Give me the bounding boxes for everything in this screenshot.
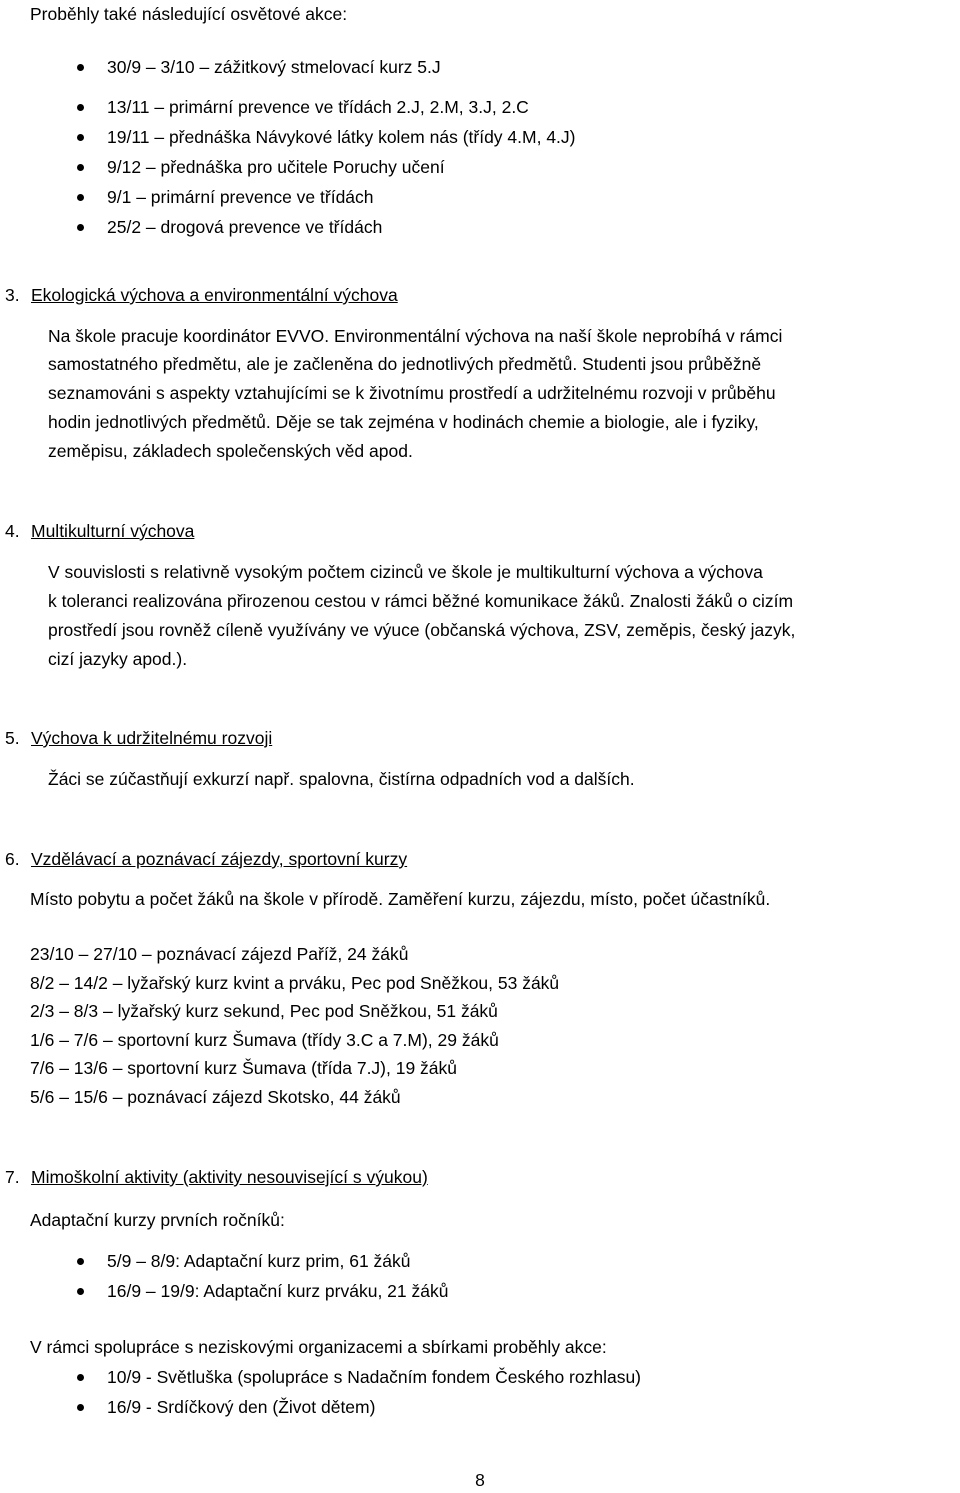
list-item: 10/9 - Světluška (spolupráce s Nadačním fondem Českého rozhlasu): [107, 1366, 641, 1396]
section-3-line: hodin jednotlivých předmětů. Děje se tak zejména v hodinách chemie a biologie, ale i fyziky,: [48, 412, 759, 432]
section-5-text: Žáci se zúčastňují exkurzí např. spalovna, čistírna odpadních vod a dalších.: [48, 769, 635, 789]
list-item: 13/11 – primární prevence ve třídách 2.J, 2.M, 3.J, 2.C: [107, 96, 576, 126]
list-item: 8/2 – 14/2 – lyžařský kurz kvint a prváku, Pec pod Sněžkou, 53 žáků: [30, 972, 560, 993]
bullet-icon: [77, 134, 84, 141]
section-4-line: prostředí jsou rovněž cíleně využívány ve výuce (občanská výchova, ZSV, zeměpis, český jazyk,: [48, 620, 796, 640]
list-item: 5/9 – 8/9: Adaptační kurz prim, 61 žáků: [107, 1250, 448, 1280]
list-item: 19/11 – přednáška Návykové látky kolem nás (třídy 4.M, 4.J): [107, 126, 576, 156]
bullet-icon: [77, 164, 84, 171]
list-item: 5/6 – 15/6 – poznávací zájezd Skotsko, 44 žáků: [30, 1086, 401, 1107]
section-3-line: samostatného předmětu, ale je začleněna do jednotlivých předmětů. Studenti jsou průběžně: [48, 354, 762, 374]
list-item: 7/6 – 13/6 – sportovní kurz Šumava (třída 7.J), 19 žáků: [30, 1058, 458, 1078]
list-item: 1/6 – 7/6 – sportovní kurz Šumava (třídy 3.C a 7.M), 29 žáků: [30, 1029, 499, 1050]
bullet-icon: [77, 224, 84, 231]
bullet-icon: [77, 64, 84, 71]
list-item: 9/1 – primární prevence ve třídách: [107, 186, 576, 216]
section-4-title: Multikulturní výchova: [31, 521, 195, 541]
bullet-icon: [77, 1404, 84, 1411]
list-item: 25/2 – drogová prevence ve třídách: [107, 216, 576, 246]
section-6-text: Místo pobytu a počet žáků na škole v přírodě. Zaměření kurzu, zájezdu, místo, počet účastníků.: [30, 889, 771, 909]
section-4-line: k toleranci realizována přirozenou cestou v rámci běžné komunikace žáků. Znalosti žáků o cizím: [48, 591, 794, 611]
list-item: 2/3 – 8/3 – lyžařský kurz sekund, Pec pod Sněžkou, 51 žáků: [30, 1001, 498, 1021]
adapt-list: [107, 1250, 448, 1310]
section-5-title: Výchova k udržitelnému rozvoji: [31, 728, 273, 748]
list-item: 16/9 – 19/9: Adaptační kurz prváku, 21 žáků: [107, 1280, 448, 1310]
events-list: [107, 56, 576, 246]
bullet-icon: [77, 194, 84, 201]
section-4-line: cizí jazyky apod.).: [48, 649, 188, 669]
adapt-intro: Adaptační kurzy prvních ročníků:: [30, 1210, 285, 1230]
section-7-title: Mimoškolní aktivity (aktivity nesouvisející s výukou): [31, 1167, 428, 1187]
list-item: 9/12 – přednáška pro učitele Poruchy učení: [107, 156, 576, 186]
section-7-heading: 7. Mimoškolní aktivity (aktivity nesouvisející s výukou): [5, 1167, 428, 1187]
list-item: 30/9 – 3/10 – zážitkový stmelovací kurz 5.J: [107, 56, 576, 96]
list-item: 16/9 - Srdíčkový den (Život dětem): [107, 1396, 641, 1426]
section-4-line: V souvislosti s relativně vysokým počtem cizinců ve škole je multikulturní výchova a výchova: [48, 562, 763, 582]
page-number: 8: [475, 1470, 485, 1490]
section-6-heading: 6. Vzdělávací a poznávací zájezdy, sportovní kurzy: [5, 849, 408, 869]
bullet-icon: [77, 104, 84, 111]
section-6-title: Vzdělávací a poznávací zájezdy, sportovní kurzy: [31, 849, 408, 869]
section-4-heading: 4. Multikulturní výchova: [5, 521, 195, 541]
trips-list: [30, 943, 559, 1114]
section-3-line: zeměpisu, základech společenských věd apod.: [48, 441, 413, 461]
section-5-heading: 5. Výchova k udržitelnému rozvoji: [5, 728, 273, 748]
bullet-icon: [77, 1258, 84, 1265]
bullet-icon: [77, 1374, 84, 1381]
section-3-heading: 3. Ekologická výchova a environmentální výchova: [5, 285, 398, 305]
intro-text: Proběhly také následující osvětové akce:: [30, 4, 348, 24]
ngo-list: [107, 1366, 641, 1426]
list-item: 23/10 – 27/10 – poznávací zájezd Paříž, 24 žáků: [30, 944, 409, 964]
bullet-icon: [77, 1288, 84, 1295]
ngo-intro: V rámci spolupráce s neziskovými organizacemi a sbírkami proběhly akce:: [30, 1337, 607, 1357]
section-3-line: seznamováni s aspekty vztahujícími se k životnímu prostředí a udržitelnému rozvoji v průběhu: [48, 383, 776, 403]
section-3-title: Ekologická výchova a environmentální výchova: [31, 285, 398, 305]
section-3-line: Na škole pracuje koordinátor EVVO. Environmentální výchova na naší škole neprobíhá v rámci: [48, 326, 783, 346]
